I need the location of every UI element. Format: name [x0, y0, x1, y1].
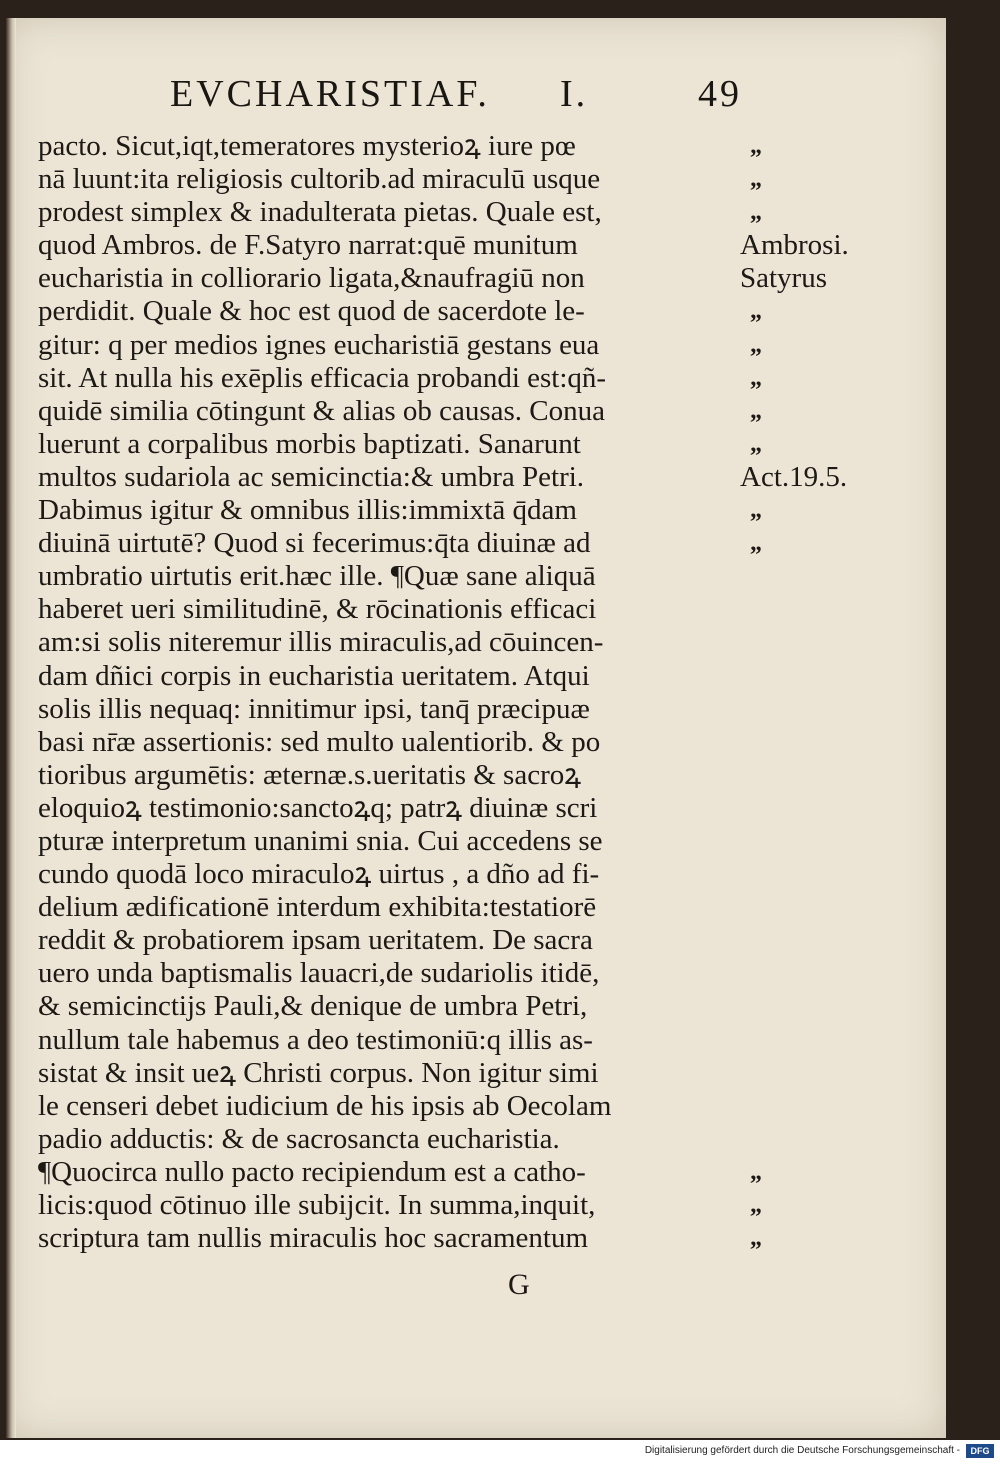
main-text-column: [38, 130, 738, 1255]
text-line: solis illis nequaq: innitimur ipsi, tanq̄ præcipuæ: [38, 692, 590, 725]
text-line: Dabimus igitur & omnibus illis:immixtā q̄dam: [38, 494, 577, 527]
signature-mark: G: [508, 1268, 530, 1301]
margin-note: [740, 1123, 900, 1156]
margin-note: [740, 560, 900, 593]
page-gutter: [6, 18, 16, 1438]
text-line: pturæ interpretum unanimi snia. Cui accedens se: [38, 824, 603, 857]
margin-note: [740, 1090, 900, 1123]
margin-note: [740, 990, 900, 1023]
text-line: quod Ambros. de F.Satyro narrat:quē munitum: [38, 229, 578, 262]
text-line: am:si solis niteremur illis miraculis,ad cōuincen-: [38, 626, 604, 659]
text-line: umbratio uirtutis erit.hæc ille. ¶Quæ sane aliquā: [38, 560, 596, 593]
text-line: tioribus argumētis: æternæ.s.ueritatis & sacroꝝ: [38, 758, 581, 791]
quotation-mark: „: [750, 331, 762, 358]
text-line: ¶Quocirca nullo pacto recipiendum est a catho-: [38, 1155, 586, 1188]
quotation-mark: „: [750, 364, 762, 391]
margin-note: [740, 1024, 900, 1057]
text-line: diuinā uirtutē? Quod si fecerimus:q̄ta diuinæ ad: [38, 527, 591, 560]
text-line: padio adductis: & de sacrosancta eucharistia.: [38, 1122, 560, 1155]
margin-note: [740, 726, 900, 759]
footer-credit: Digitalisierung gefördert durch die Deutsche Forschungsgemeinschaft -: [644, 1445, 960, 1456]
margin-note: Act.19.5.: [740, 460, 848, 493]
quotation-mark: „: [750, 1192, 762, 1218]
text-line: multos sudariola ac semicinctia:& umbra Petri.: [38, 460, 585, 493]
quotation-mark: „: [750, 199, 762, 226]
quotation-mark: „: [750, 530, 762, 557]
text-line: perdidit. Quale & hoc est quod de sacerdote le-: [38, 295, 585, 328]
text-line: delium ædificationē interdum exhibita:testatiorē: [38, 891, 597, 924]
text-line: eloquioꝝ testimonio:sanctoꝝq; patrꝝ diuinæ scri: [38, 791, 598, 824]
text-line: pacto. Sicut,iqt,temeratores mysterioꝝ iure pœ: [38, 130, 576, 162]
quotation-mark: „: [750, 1225, 762, 1252]
text-line: cundo quodā loco miraculoꝝ uirtus , a dño ad fi-: [38, 858, 600, 891]
quotation-mark: „: [750, 497, 762, 524]
running-head-chapter: I.: [560, 73, 589, 115]
text-line: basi nr̄æ assertionis: sed multo ualentiorib. & po: [38, 725, 601, 758]
margin-note: [740, 1057, 900, 1090]
text-line: reddit & probatiorem ipsam ueritatem. De sacra: [38, 924, 593, 957]
margin-note: [740, 825, 900, 858]
margin-note: [740, 693, 900, 726]
quotation-mark: „: [750, 430, 762, 457]
text-line: & semicinctijs Pauli,& denique de umbra Petri,: [38, 990, 588, 1023]
text-line: dam dñici corpis in eucharistia ueritatem. Atqui: [38, 659, 590, 692]
text-line: scriptura tam nullis miraculis hoc sacramentum: [38, 1222, 589, 1255]
margin-note: Satyrus: [740, 262, 827, 295]
marginal-notes-column: [740, 130, 900, 1255]
text-line: nā luunt:ita religiosis cultorib.ad miraculū usque: [38, 163, 601, 196]
text-line: licis:quod cōtinuo ille subijcit. In summa,inquit,: [38, 1189, 596, 1221]
margin-note: Ambrosi.: [740, 229, 849, 262]
text-line: le censeri debet iudicium de his ipsis ab Oecolam: [38, 1089, 612, 1122]
running-head: [170, 72, 750, 122]
margin-note: [740, 626, 900, 659]
margin-note: [740, 924, 900, 957]
margin-note: [740, 957, 900, 990]
quotation-mark: „: [750, 166, 762, 193]
margin-note: [740, 891, 900, 924]
text-line: eucharistia in colliorario ligata,&naufragiū non: [38, 262, 585, 295]
running-head-title: EVCHARISTIAF.: [170, 73, 490, 115]
margin-note: [740, 858, 900, 891]
margin-note: [740, 759, 900, 792]
text-line: sit. At nulla his exēplis efficacia probandi est:qñ-: [38, 361, 607, 394]
margin-note: [740, 792, 900, 825]
dfg-logo: DFG: [966, 1444, 994, 1458]
footer-bar: [0, 1440, 1000, 1464]
quotation-mark: „: [750, 397, 762, 424]
text-line: quidē similia cōtingunt & alias ob causas. Conua: [38, 394, 606, 427]
text-line: gitur: q per medios ignes eucharistiā gestans eua: [38, 328, 600, 361]
text-line: sistat & insit ueꝝ Christi corpus. Non igitur simi: [38, 1056, 599, 1089]
text-line: haberet ueri similitudinē, & rōcinationis efficaci: [38, 593, 597, 626]
quotation-mark: „: [750, 133, 762, 159]
text-line: uero unda baptismalis lauacri,de sudariolis itidē,: [38, 957, 600, 990]
margin-note: [740, 593, 900, 626]
text-line: prodest simplex & inadulterata pietas. Quale est,: [38, 196, 602, 229]
folio-number: 49: [698, 73, 742, 115]
quotation-mark: „: [750, 298, 762, 325]
text-line: nullum tale habemus a deo testimoniū:q illis as-: [38, 1023, 593, 1056]
text-line: luerunt a corpalibus morbis baptizati. Sanarunt: [38, 427, 581, 460]
margin-note: [740, 660, 900, 693]
quotation-mark: „: [750, 1158, 762, 1185]
